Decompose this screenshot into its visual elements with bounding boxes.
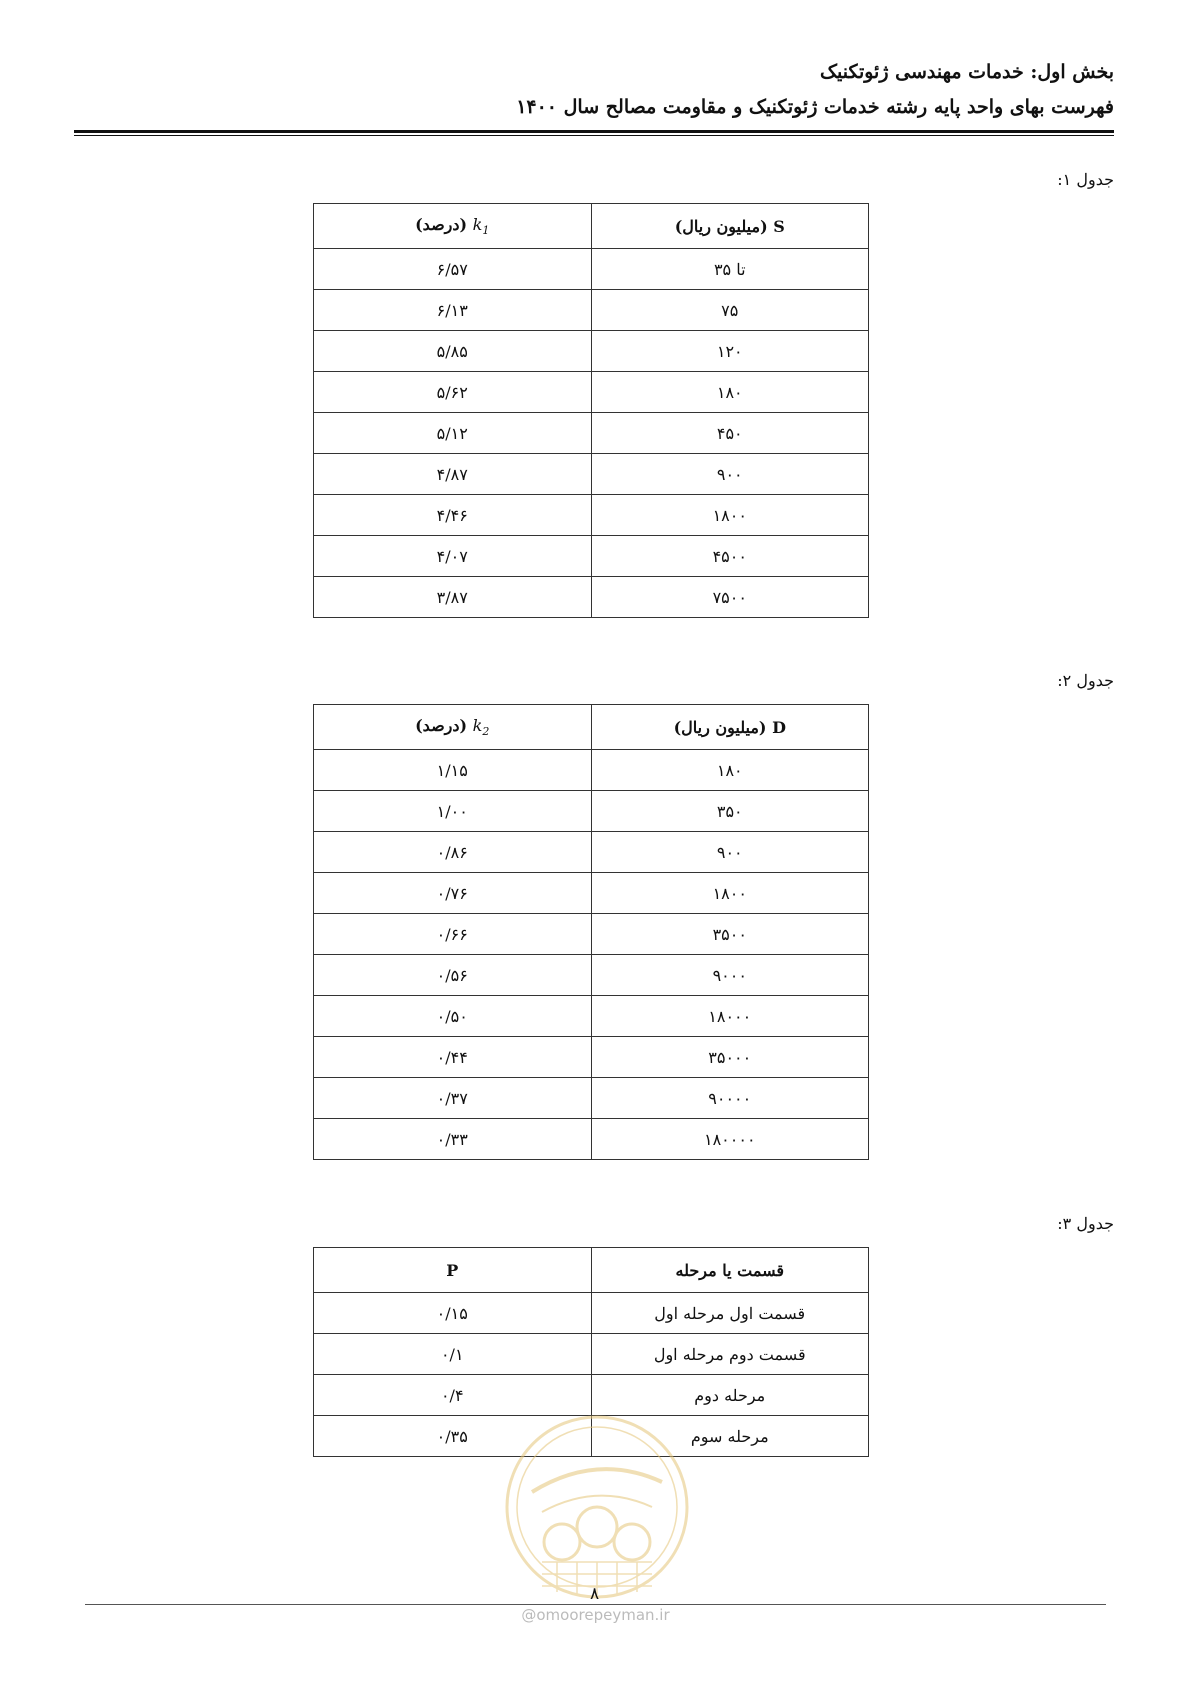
table2-row <box>314 914 869 955</box>
table2-cell-value: ۰/۶۶ <box>314 914 592 955</box>
table2-cell-key: ۳۵۰۰۰ <box>591 1037 869 1078</box>
table1-cell-key: ۷۵ <box>591 290 869 331</box>
table2-row <box>314 1037 869 1078</box>
table1-row <box>314 331 869 372</box>
table1-cell-key: ۹۰۰ <box>591 454 869 495</box>
table2-cell-value: ۰/۳۷ <box>314 1078 592 1119</box>
table1-caption: جدول ۱: <box>1057 170 1114 189</box>
table1-cell-value: ۴/۴۶ <box>314 495 592 536</box>
table1-cell-value: ۶/۱۳ <box>314 290 592 331</box>
table2-cell-value: ۰/۷۶ <box>314 873 592 914</box>
table3-cell-key: مرحله دوم <box>591 1375 869 1416</box>
table1-cell-key: ۷۵۰۰ <box>591 577 869 618</box>
table2-cell-value: ۰/۸۶ <box>314 832 592 873</box>
footer-rule <box>85 1604 1106 1605</box>
table3-header-p: P <box>314 1248 592 1293</box>
table1-row <box>314 495 869 536</box>
table2-cell-key: ۹۰۰۰۰ <box>591 1078 869 1119</box>
table1-row <box>314 413 869 454</box>
table1-cell-key: ۴۵۰۰ <box>591 536 869 577</box>
table3-cell-value: ۰/۳۵ <box>314 1416 592 1457</box>
table2-cell-key: ۹۰۰ <box>591 832 869 873</box>
table1-cell-value: ۵/۶۲ <box>314 372 592 413</box>
table1-row <box>314 577 869 618</box>
table2-row <box>314 832 869 873</box>
table2-row <box>314 750 869 791</box>
table1-row <box>314 536 869 577</box>
table2-cell-key: ۱۸۰۰۰۰ <box>591 1119 869 1160</box>
table2-cell-key: ۳۵۰ <box>591 791 869 832</box>
table3-header-stage: قسمت یا مرحله <box>591 1248 869 1293</box>
document-title: فهرست بهای واحد پایه رشته خدمات ژئوتکنیک و مقاومت مصالح سال ۱۴۰۰ <box>516 96 1114 118</box>
table1 <box>313 203 869 618</box>
table2-row <box>314 1078 869 1119</box>
table2-row <box>314 1119 869 1160</box>
table1-cell-value: ۶/۵۷ <box>314 249 592 290</box>
table2-cell-value: ۰/۳۳ <box>314 1119 592 1160</box>
table1-cell-key: ۱۸۰۰ <box>591 495 869 536</box>
k1-unit: (درصد) <box>415 214 468 234</box>
table2-row <box>314 955 869 996</box>
table2-cell-key: ۳۵۰۰ <box>591 914 869 955</box>
table1-header-k1 <box>314 204 592 249</box>
table2-cell-key: ۱۸۰۰۰ <box>591 996 869 1037</box>
table1-header-s: S (میلیون ریال) <box>591 204 869 249</box>
page-header <box>73 58 1114 122</box>
table2-header-d: D (میلیون ریال) <box>591 705 869 750</box>
table1-row <box>314 454 869 495</box>
table1-cell-value: ۴/۸۷ <box>314 454 592 495</box>
table1-cell-value: ۳/۸۷ <box>314 577 592 618</box>
k1-symbol: $k_1$ <box>472 214 490 238</box>
table1-cell-value: ۵/۸۵ <box>314 331 592 372</box>
k2-unit: (درصد) <box>415 715 468 735</box>
page-number: ۸ <box>590 1584 600 1604</box>
table1-cell-value: ۵/۱۲ <box>314 413 592 454</box>
table2-cell-key: ۹۰۰۰ <box>591 955 869 996</box>
table3-cell-value: ۰/۱۵ <box>314 1293 592 1334</box>
table2-header-k2 <box>314 705 592 750</box>
table3-row <box>314 1375 869 1416</box>
table1-row <box>314 290 869 331</box>
table2-cell-value: ۰/۴۴ <box>314 1037 592 1078</box>
table2-row <box>314 873 869 914</box>
table2 <box>313 704 869 1160</box>
table2-row <box>314 996 869 1037</box>
table3-cell-value: ۰/۴ <box>314 1375 592 1416</box>
table2-cell-key: ۱۸۰ <box>591 750 869 791</box>
header-rule-thick <box>74 130 1114 133</box>
k2-symbol: $k_2$ <box>472 715 490 739</box>
table2-caption: جدول ۲: <box>1057 671 1114 690</box>
table1-cell-key: تا ۳۵ <box>591 249 869 290</box>
table1-header-row <box>314 204 869 249</box>
table2-cell-key: ۱۸۰۰ <box>591 873 869 914</box>
table3-cell-value: ۰/۱ <box>314 1334 592 1375</box>
omoore-peyman-seal-icon <box>502 1412 692 1602</box>
table3-cell-key: مرحله سوم <box>591 1416 869 1457</box>
table2-header-row <box>314 705 869 750</box>
table1-row <box>314 372 869 413</box>
table3-row <box>314 1334 869 1375</box>
table2-cell-value: ۱/۱۵ <box>314 750 592 791</box>
table3-cell-key: قسمت اول مرحله اول <box>591 1293 869 1334</box>
section-title: بخش اول: خدمات مهندسی ژئوتکنیک <box>819 61 1114 83</box>
table3-header-row <box>314 1248 869 1293</box>
table3-cell-key: قسمت دوم مرحله اول <box>591 1334 869 1375</box>
table1-cell-key: ۱۸۰ <box>591 372 869 413</box>
table3-row <box>314 1293 869 1334</box>
table1-cell-key: ۴۵۰ <box>591 413 869 454</box>
site-watermark: @omoorepeyman.ir <box>521 1606 670 1624</box>
table2-cell-value: ۰/۵۶ <box>314 955 592 996</box>
table2-row <box>314 791 869 832</box>
table1-row <box>314 249 869 290</box>
table3-caption: جدول ۳: <box>1057 1214 1114 1233</box>
header-rule-thin <box>74 135 1114 136</box>
table2-cell-value: ۰/۵۰ <box>314 996 592 1037</box>
table2-cell-value: ۱/۰۰ <box>314 791 592 832</box>
table1-cell-value: ۴/۰۷ <box>314 536 592 577</box>
table1-cell-key: ۱۲۰ <box>591 331 869 372</box>
